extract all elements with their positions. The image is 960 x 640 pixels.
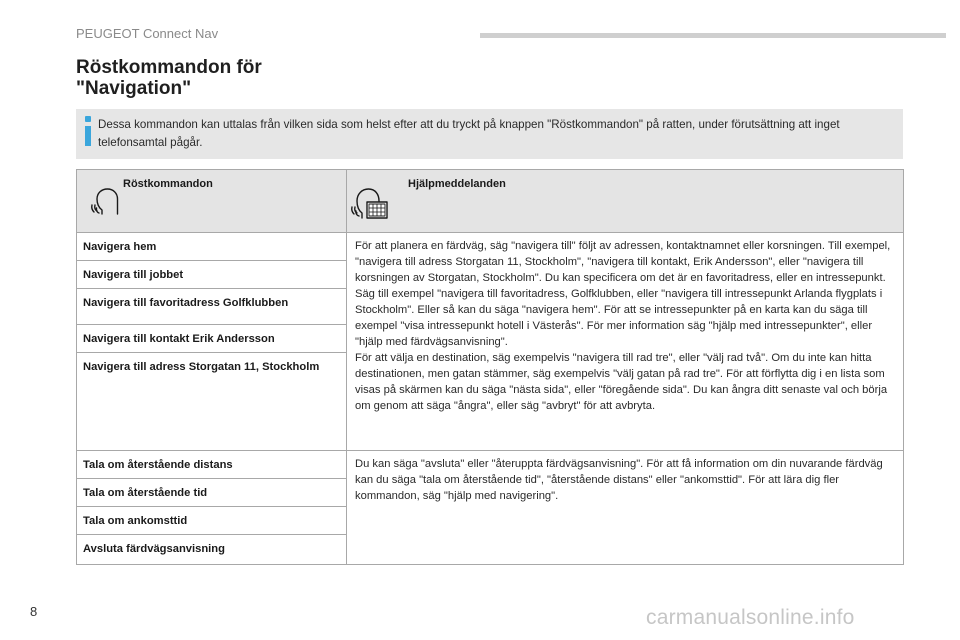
help-cell (347, 451, 904, 565)
page-title (76, 57, 262, 99)
command-cell: Tala om återstående tid (77, 479, 347, 507)
column-header-commands (77, 170, 347, 233)
command-cell: Navigera till kontakt Erik Andersson (77, 325, 347, 353)
help-text: För att planera en färdväg, säg "navigera till" följt av adressen, kontaktnamnet eller korsningen. Till exempel, "navigera till adress Storgatan 11, Stockholm", "navigera till kontakt, Erik Andersson", eller "navigera till korsningen av Storgatan, Stockholm". Du kan specificera om det är en favoritadress, eller en intressepunkt. Säg till exempel "navigera till favoritadress, Golfklubben, eller "navigera till intressepunkt Arlanda flygplats i Stockholm". Eller så kan du säga "navigera hem". För att se intressepunkter på en karta kan du säga till exempel "visa intressepunkt hotell i Västerås". För mer information säg "hjälp med intressepunkter", eller "hjälp med färdvägsanvisning". För att välja en destination, säg exempelvis "navigera till rad tre", eller "välj rad två". Om du inte kan hitta destinationen, men gatan stämmer, säg exempelvis "välj gatan på rad tre". För att förflytta dig i en lista som visas på skärmen kan du säga "nästa sida", eller "föregående sida". Du kan ångra ditt senaste val och börja om genom att säga "ångra", eller säg "avbryt" för att avbryta. (355, 240, 891, 412)
command-cell: Navigera till favoritadress Golfklubben (77, 289, 347, 325)
info-note-text: Dessa kommandon kan uttalas från vilken sida som helst efter att du tryckt på knappen "Röstkommandon" på ratten, under förutsättning att inget telefonsamtal pågår. (98, 118, 840, 149)
page-title-line-2: "Navigation" (76, 78, 192, 99)
info-note (76, 109, 903, 159)
voice-command-table (76, 169, 904, 565)
column-header-commands-label: Röstkommandon (123, 178, 213, 190)
page-header-title: PEUGEOT Connect Nav (76, 26, 219, 41)
command-cell: Navigera hem (77, 233, 347, 261)
watermark: carmanualsonline.info (646, 606, 855, 629)
voice-help-message-icon (349, 178, 405, 226)
help-cell (347, 233, 904, 451)
column-header-help (347, 170, 904, 233)
command-cell: Tala om återstående distans (77, 451, 347, 479)
header-rule (480, 33, 946, 38)
column-header-help-label: Hjälpmeddelanden (408, 178, 506, 190)
info-icon (84, 116, 92, 150)
table-row (77, 233, 904, 261)
table-row (77, 451, 904, 479)
voice-command-icon (89, 184, 125, 220)
table-header-row (77, 170, 904, 233)
help-text: Du kan säga "avsluta" eller "återuppta färdvägsanvisning". För att få information om din nuvarande färdväg kan du säga "tala om återstående tid", "återstående distans" eller "ankomsttid". För att lära dig fler kommandon, säg "hjälp med navigering". (355, 458, 883, 502)
page-number: 8 (30, 604, 38, 619)
command-cell: Navigera till jobbet (77, 261, 347, 289)
command-cell: Navigera till adress Storgatan 11, Stockholm (77, 353, 347, 451)
page-title-line-1: Röstkommandon för (76, 57, 262, 78)
command-cell: Avsluta färdvägsanvisning (77, 535, 347, 565)
command-cell: Tala om ankomsttid (77, 507, 347, 535)
